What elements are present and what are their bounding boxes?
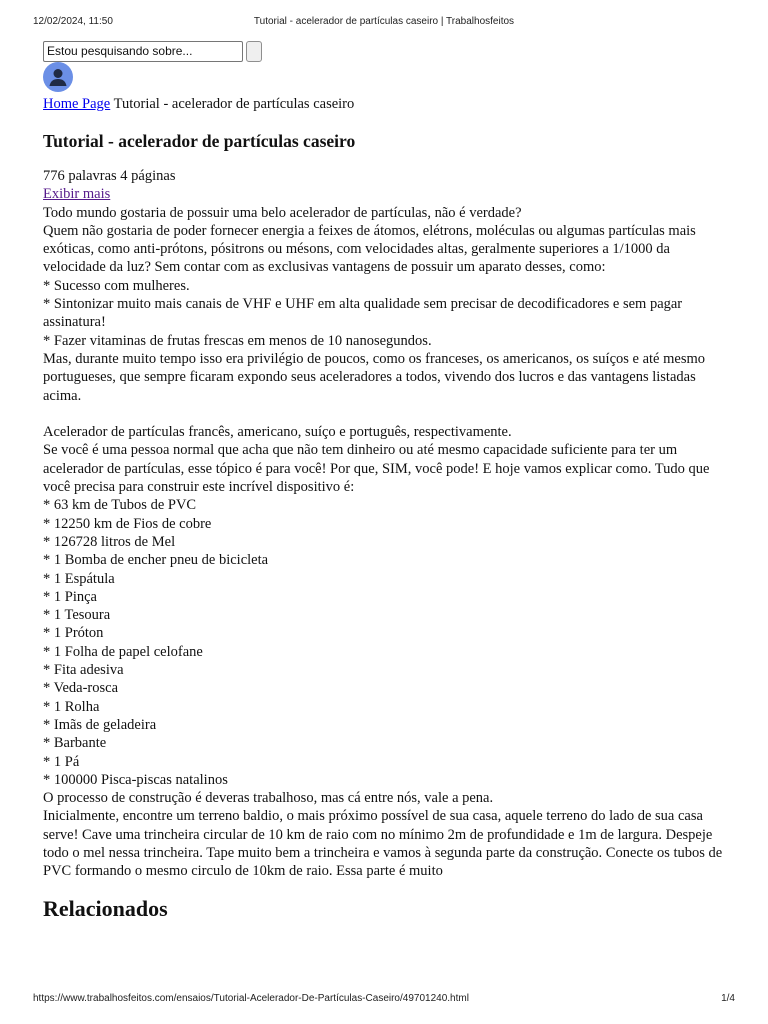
- list-item: * Veda-rosca: [43, 680, 119, 697]
- list-item: * Sintonizar muito mais canais de VHF e UHF em alta qualidade sem precisar de decodificadores e sem pagar assinatura!: [43, 296, 683, 331]
- paragraph-gap: [43, 405, 733, 423]
- list-item: * 1 Tesoura: [43, 607, 111, 624]
- article-meta: 776 palavras 4 páginas: [43, 168, 176, 184]
- list-item: * Imãs de geladeira: [43, 716, 157, 733]
- paragraph: Todo mundo gostaria de possuir uma belo acelerador de partículas, não é verdade?: [43, 204, 522, 221]
- list-item: * 12250 km de Fios de cobre: [43, 515, 212, 532]
- paragraph: Inicialmente, encontre um terreno baldio, o mais próximo possível de sua casa, aquele terreno do lado de sua casa serve! Cave uma trincheira circular de 10 km de raio com no mínimo 2m de profundidade e 1m de largura. Despeje todo o mel nessa trincheira. Tape muito bem a trincheira e vamos à segunda parte da construção. Conecte os tubos de PVC formando o mesmo circulo de 10km de raio. Essa parte é muito: [43, 808, 723, 880]
- page-content: [43, 40, 733, 923]
- list-item: * 1 Próton: [43, 625, 104, 642]
- user-silhouette-icon: [43, 62, 73, 92]
- print-page-number: 1/4: [721, 993, 735, 1004]
- list-item: * Fita adesiva: [43, 662, 124, 679]
- search-bar: [43, 40, 733, 62]
- list-item: * 1 Folha de papel celofane: [43, 643, 203, 660]
- image-caption: Acelerador de partículas francês, americano, suíço e português, respectivamente.: [43, 424, 512, 441]
- breadcrumb: [43, 95, 733, 113]
- paragraph: Quem não gostaria de poder fornecer energia a feixes de átomos, elétrons, moléculas ou algumas partículas mais exóticas, como anti-prótons, pósitrons ou mésons, com velocidades altas, geralmente superiores a 1/1000 da velocidade da luz? Sem contar com as exclusivas vantagens de possuir um aparato desses, como:: [43, 222, 696, 276]
- paragraph: O processo de construção é deveras trabalhoso, mas cá entre nós, vale a pena.: [43, 790, 494, 807]
- breadcrumb-home-link[interactable]: Home Page: [43, 96, 111, 112]
- search-button[interactable]: [246, 41, 262, 62]
- show-more-link[interactable]: Exibir mais: [43, 186, 111, 203]
- article-body: [43, 204, 733, 881]
- list-item: * 1 Espátula: [43, 570, 115, 587]
- list-item: * Fazer vitaminas de frutas frescas em menos de 10 nanosegundos.: [43, 332, 432, 349]
- print-datetime: 12/02/2024, 11:50: [33, 16, 113, 27]
- list-item: * 63 km de Tubos de PVC: [43, 497, 197, 514]
- paragraph: Se você é uma pessoa normal que acha que não tem dinheiro ou até mesmo capacidade suficiente para ter um acelerador de partículas, esse tópico é para você! Por que, SIM, você pode! E hoje vamos explicar como. Tudo que você precisa para construir este incrível dispositivo é:: [43, 442, 710, 496]
- paragraph: Mas, durante muito tempo isso era privilégio de poucos, como os franceses, os americanos, os suíços e até mesmo portugueses, que sempre ficaram expondo seus aceleradores a todos, vivendo dos lucros e das vantagens listadas acima.: [43, 350, 706, 404]
- related-heading: Relacionados: [43, 895, 168, 921]
- list-item: * Barbante: [43, 735, 107, 752]
- list-item: * 126728 litros de Mel: [43, 533, 176, 550]
- page-title: Tutorial - acelerador de partículas caseiro: [43, 131, 356, 151]
- list-item: * 100000 Pisca-piscas natalinos: [43, 771, 228, 788]
- list-item: * 1 Pinça: [43, 588, 97, 605]
- print-url: https://www.trabalhosfeitos.com/ensaios/Tutorial-Acelerador-De-Partículas-Caseiro/49701240.html: [33, 993, 469, 1004]
- user-avatar-icon[interactable]: [43, 62, 73, 92]
- list-item: * 1 Pá: [43, 753, 80, 770]
- list-item: * 1 Bomba de encher pneu de bicicleta: [43, 552, 269, 569]
- list-item: * 1 Rolha: [43, 698, 100, 715]
- print-footer: [33, 993, 735, 1007]
- list-item: * Sucesso com mulheres.: [43, 277, 190, 294]
- breadcrumb-current: Tutorial - acelerador de partículas caseiro: [113, 96, 355, 112]
- print-header: [33, 16, 735, 30]
- print-page-title: Tutorial - acelerador de partículas caseiro | Trabalhosfeitos: [253, 16, 515, 27]
- search-input[interactable]: [43, 41, 243, 62]
